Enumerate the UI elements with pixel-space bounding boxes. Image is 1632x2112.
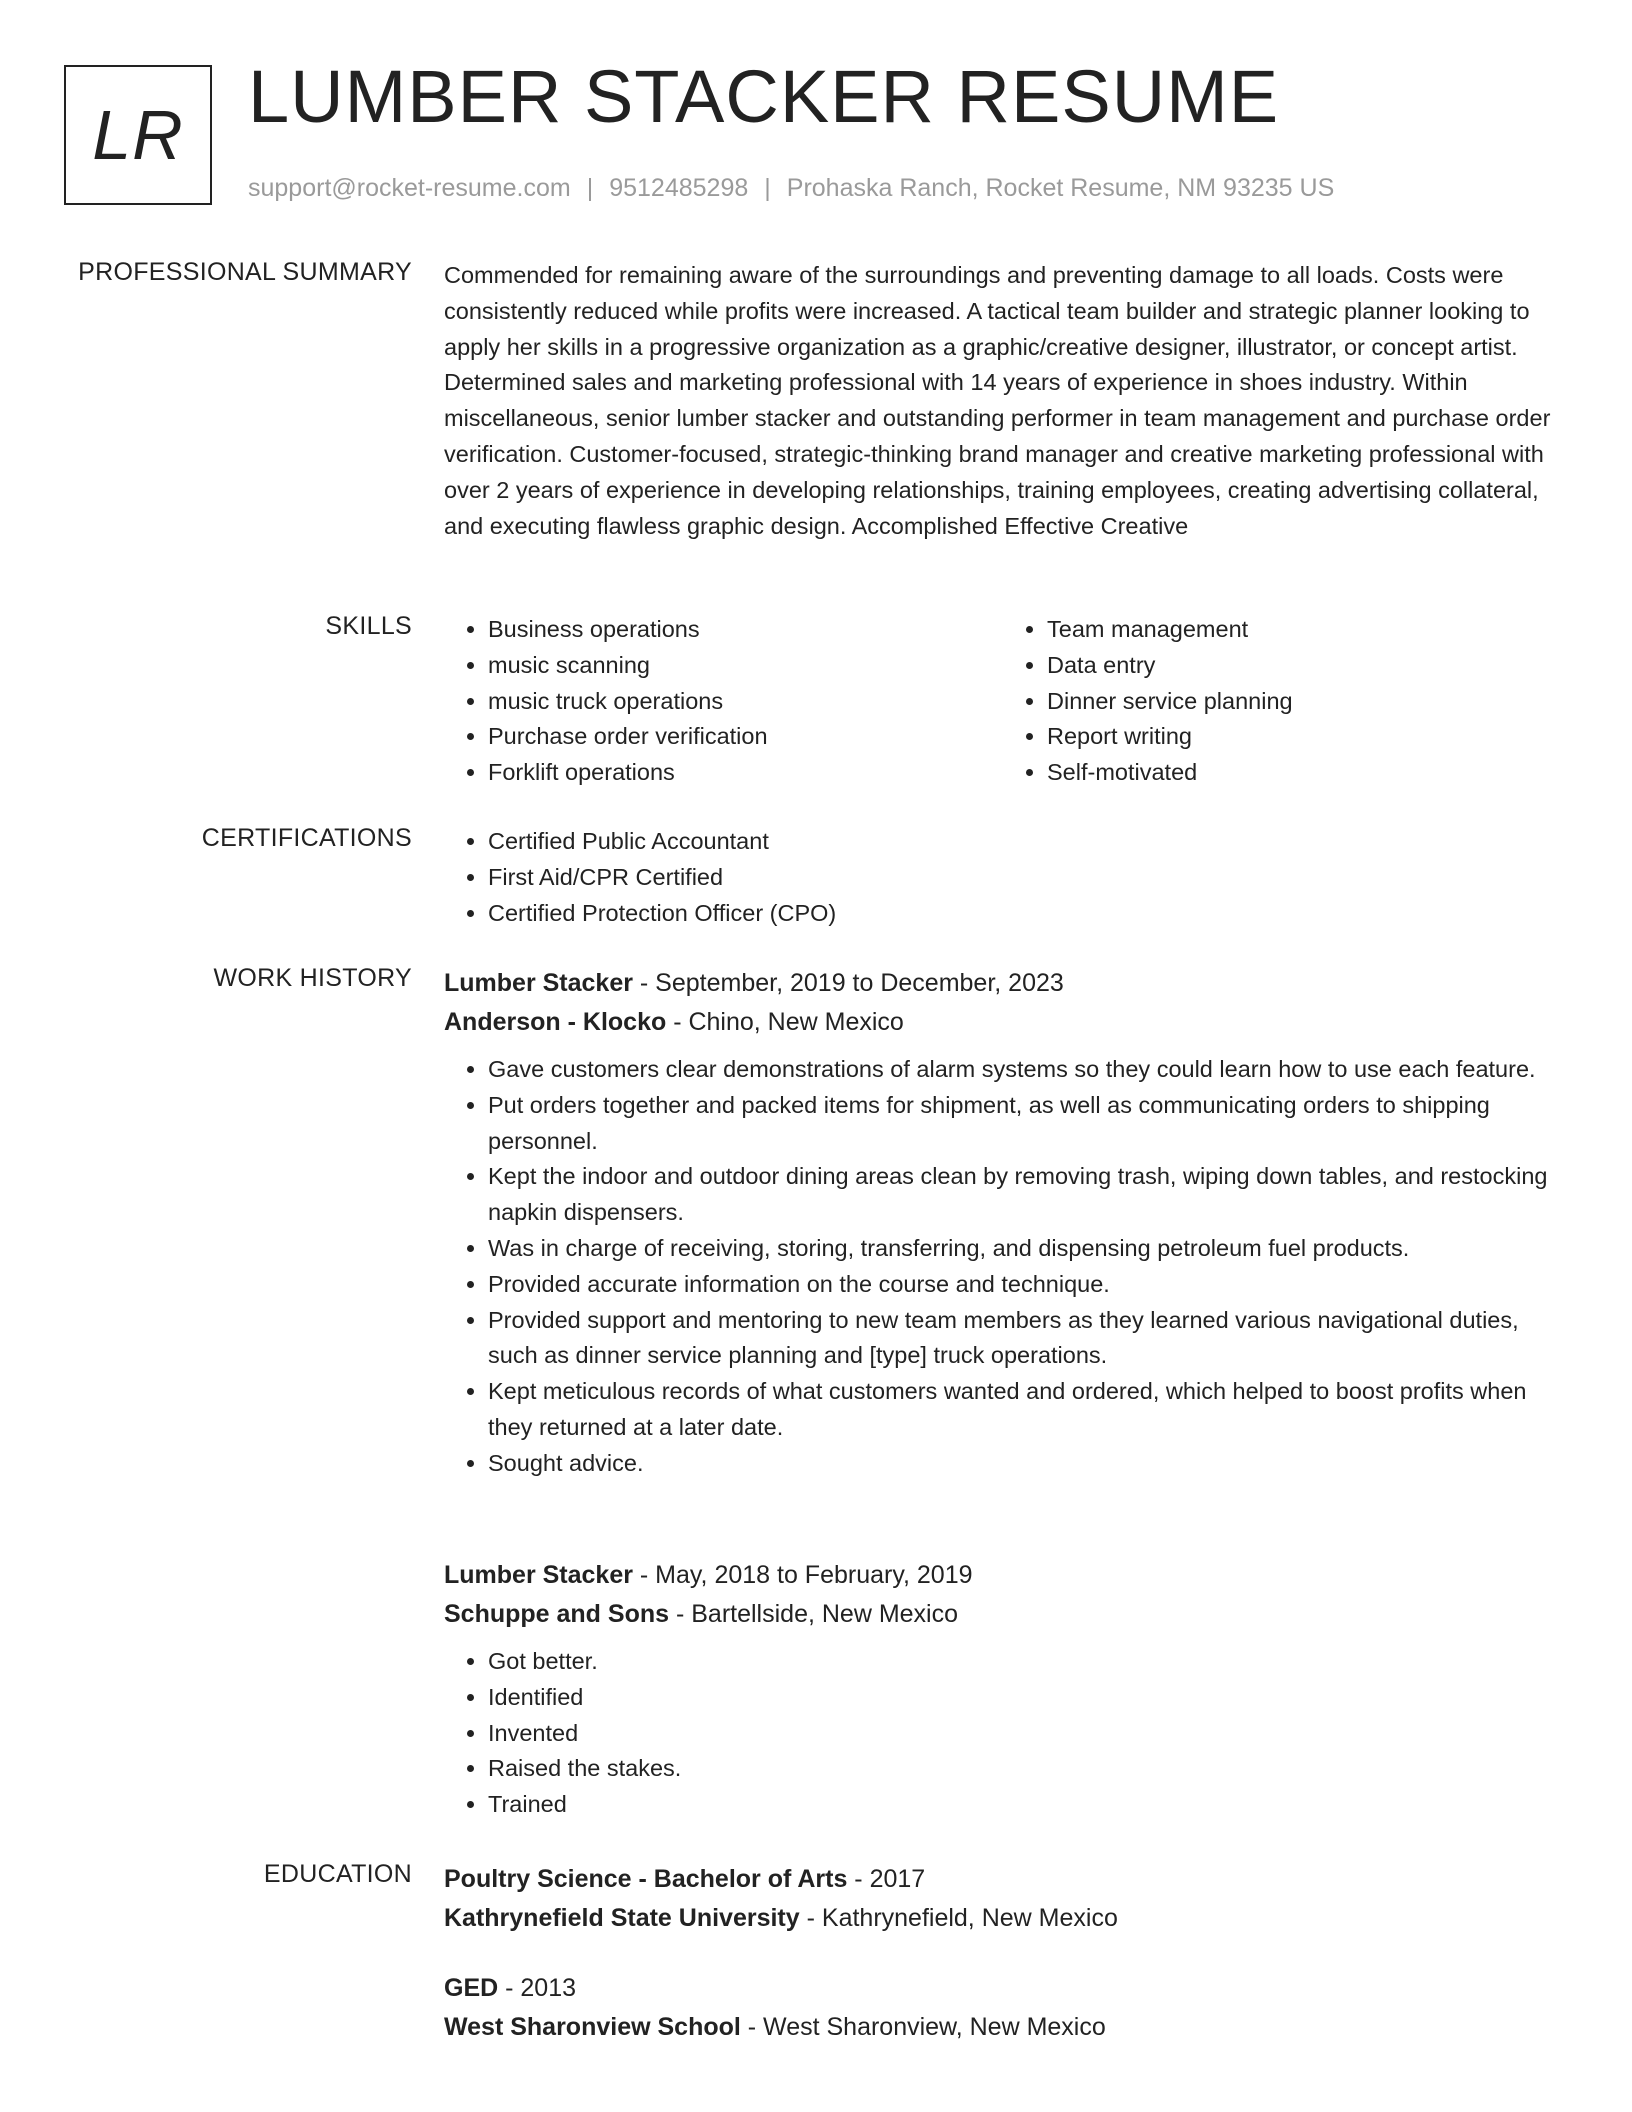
skill-item: • Purchase order verification [488,719,1003,755]
education-location: - Kathrynefield, New Mexico [799,1904,1118,1932]
work-history-content-2 [444,1556,1562,1823]
job-bullet: • Put orders together and packed items for shipment, as well as communicating orders to shipping personnel. [488,1088,1562,1160]
job-entry [444,1556,1562,1823]
job-bullet: • Trained [488,1787,1562,1823]
contact-phone[interactable]: 9512485298 [609,174,749,202]
resume-title: LUMBER STACKER RESUME [248,55,1280,138]
education-degree-line [444,1860,1562,1899]
contact-separator: | [764,174,771,202]
job-company: Anderson - Klocko [444,1008,667,1036]
skills-list-left [444,612,1003,791]
skill-item: • Forklift operations [488,755,1003,791]
summary-content [444,258,1562,544]
skills-list-right [1003,612,1562,791]
section-label-work-history: WORK HISTORY [213,964,412,992]
skill-item: • Data entry [1047,648,1562,684]
job-title: Lumber Stacker [444,969,633,997]
contact-line [248,174,1334,203]
job-bullet: • Got better. [488,1644,1562,1680]
education-entry [444,1860,1562,1938]
job-entry [444,964,1562,1482]
education-year: - 2017 [847,1865,926,1893]
job-dates: - May, 2018 to February, 2019 [632,1561,973,1589]
contact-separator: | [586,174,594,202]
job-location: - Chino, New Mexico [666,1008,904,1036]
section-label-certifications: CERTIFICATIONS [201,824,412,852]
skill-item: • Dinner service planning [1047,684,1562,720]
contact-email[interactable]: support@rocket-resume.com [248,174,571,202]
job-bullet: • Provided support and mentoring to new team members as they learned various navigational duties, such as dinner service planning and [type] truck operations. [488,1303,1562,1375]
certifications-content [444,824,1562,931]
job-bullet: • Kept meticulous records of what customers wanted and ordered, which helped to boost profits when they returned at a later date. [488,1374,1562,1446]
job-title-line [444,1556,1562,1595]
education-entry [444,1969,1562,2047]
job-bullet: • Provided accurate information on the course and technique. [488,1267,1562,1303]
education-content [444,1860,1562,1938]
skills-content [444,612,1562,791]
skill-item: • Business operations [488,612,1003,648]
section-label-skills: SKILLS [325,612,412,640]
job-bullet: • Kept the indoor and outdoor dining areas clean by removing trash, wiping down tables, and restocking napkin dispensers. [488,1159,1562,1231]
job-bullet: • Was in charge of receiving, storing, transferring, and dispensing petroleum fuel products. [488,1231,1562,1267]
certification-item: • First Aid/CPR Certified [488,860,1562,896]
job-dates: - September, 2019 to December, 2023 [632,969,1064,997]
job-location: - Bartellside, New Mexico [669,1600,959,1628]
job-company-line [444,1003,1562,1042]
work-history-content [444,964,1562,1482]
education-school-line [444,2008,1562,2047]
job-company: Schuppe and Sons [444,1600,670,1628]
education-school: West Sharonview School [444,2013,741,2041]
education-content-2 [444,1969,1562,2047]
skill-item: • Report writing [1047,719,1562,755]
contact-address: Prohaska Ranch, Rocket Resume, NM 93235 US [786,174,1335,202]
education-year: - 2013 [498,1974,577,2002]
education-location: - West Sharonview, New Mexico [740,2013,1106,2041]
education-degree: Poultry Science - Bachelor of Arts [444,1865,848,1893]
education-degree: GED [444,1974,499,2002]
job-bullet: • Invented [488,1716,1562,1752]
skill-item: • music scanning [488,648,1003,684]
job-title-line [444,964,1562,1003]
job-bullet: • Gave customers clear demonstrations of alarm systems so they could learn how to use each feature. [488,1052,1562,1088]
skill-item: • Team management [1047,612,1562,648]
certification-item: • Certified Protection Officer (CPO) [488,896,1562,932]
education-degree-line [444,1969,1562,2008]
job-bullet: • Identified [488,1680,1562,1716]
section-label-education: EDUCATION [263,1860,412,1888]
summary-text: Commended for remaining aware of the surroundings and preventing damage to all loads. Costs were consistently reduced while profits were increased. A tactical team builder and strategic planner looking to apply her skills in a progressive organization as a graphic/creative designer, illustrator, or concept artist. Determined sales and marketing professional with 14 years of experience in shoes industry. Within miscellaneous, senior lumber stacker and outstanding performer in team management and purchase order verification. Customer-focused, strategic-thinking brand manager and creative marketing professional with over 2 years of experience in developing relationships, training employees, creating advertising collateral, and executing flawless graphic design. Accomplished Effective Creative [444,262,1551,539]
job-company-line [444,1595,1562,1634]
job-bullets [444,1052,1562,1482]
education-school: Kathrynefield State University [444,1904,800,1932]
job-bullets [444,1644,1562,1823]
section-label-summary: PROFESSIONAL SUMMARY [78,258,412,286]
skill-item: • Self-motivated [1047,755,1562,791]
job-bullet: • Sought advice. [488,1446,1562,1482]
monogram-logo: LR [64,65,212,205]
job-title: Lumber Stacker [444,1561,633,1589]
job-bullet: • Raised the stakes. [488,1751,1562,1787]
skill-item: • music truck operations [488,684,1003,720]
certifications-list [444,824,1562,931]
certification-item: • Certified Public Accountant [488,824,1562,860]
education-school-line [444,1899,1562,1938]
